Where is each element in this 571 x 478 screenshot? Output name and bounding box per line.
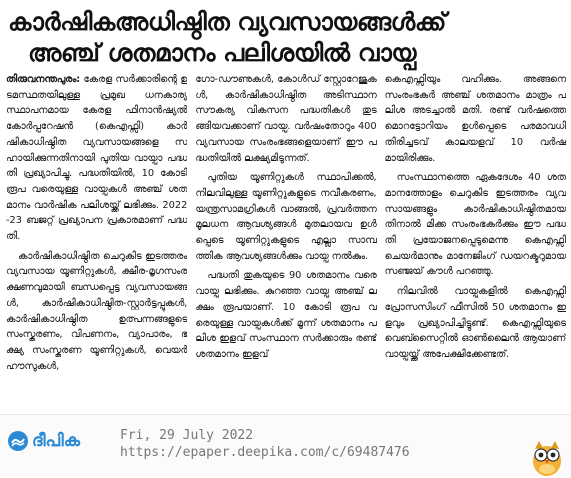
owl-mascot-icon xyxy=(530,437,564,477)
edition-meta xyxy=(120,427,410,461)
article-column-1 xyxy=(6,72,187,410)
deepika-logo[interactable] xyxy=(8,431,80,451)
article-paragraph: കെഎഫ്സിയും വഹിക്കും. അങ്ങനെ സംരംഭകർ അഞ്ച് ശതമാനം മാത്രം പലിശ അടച്ചാൽ മതി. രണ്ട് വർഷത്തെ മൊറട്ടോറിയം ഉൾപ്പെടെ പരമാവധി തിരിച്ചടവ് കാലയളവ് 10 വർഷമായിരിക്കും. xyxy=(384,74,566,164)
article-paragraph: പദ്ധതി തുകയുടെ 90 ശതമാനം വരെ വായ്പ ലഭിക്കും. കുറഞ്ഞ വായ്പ അഞ്ച് ലക്ഷം രൂപയാണ്. 10 കോടി രൂപ വരെയുള്ള വായ്പകൾക്ക് മൂന്ന് ശതമാനം പലിശ ഇളവ് സംസ്ഥാന സർക്കാരും രണ്ട് ശതമാനം ഇളവ് xyxy=(195,270,377,360)
epaper-footer xyxy=(0,414,571,478)
article-paragraph: സംസ്ഥാനത്തെ ഏകദേശം 40 ശതമാനത്തോളം ചെറുകിട ഇടത്തരം വ്യവസായങ്ങളും കാർഷികാധിഷ്ഠിതമായതിനാൽ മിക്ക സംരംഭകർക്കും ഈ പദ്ധതി പ്രയോജനപ്പെടുമെന്നു കെഎഫ്സി ചെയർമാനും മാനേജിംഗ് ഡയറക്ടറുമായ സഞ്ജയ് കൗൾ പറഞ്ഞു. xyxy=(384,172,566,278)
logo-text: ദീപിക xyxy=(32,431,80,451)
edition-date: Fri, 29 July 2022 xyxy=(120,428,254,443)
headline-line-2: അഞ്ച് ശതമാനം പലിശയിൽ വായ്പ xyxy=(28,38,416,67)
article-paragraph: കാർഷികാധിഷ്ഠിത ചെറുകിട ഇടത്തരം വ്യവസായ യൂണിറ്റുകൾ, ക്ഷീര-മൃഗസംരക്ഷണവുമായി ബന്ധപ്പെട്ട വ്യവസായങ്ങൾ, കാർഷികാധിഷ്ഠിത-സ്റ്റാർട്ടപ്പുകൾ, കാർഷികാധിഷ്ഠിത ഉത്പന്നങ്ങളുടെ സംസ്കരണം, വിപണനം, വ്യാപാരം, ഭക്ഷ്യ സംസ്കരണ യൂണിറ്റുകൾ, വെയർഹൗസുകൾ, xyxy=(6,250,188,372)
epaper-link[interactable]: https://epaper.deepika.com/c/69487476 xyxy=(120,445,410,460)
article-paragraph: തിരുവനന്തപുരം: കേരള സർക്കാരിന്റെ ഉടമസ്ഥതയിലുള്ള പ്രമുഖ ധനകാര്യ സ്ഥാപനമായ കേരള ഫിനാൻഷ്യൽ കോർപ്പറേഷൻ (കെഎഫ്സി) കാർഷികാധിഷ്ഠിത വ്യവസായങ്ങളെ സഹായിക്കുന്നതിനായി പുതിയ വായ്പാ പദ്ധതി പ്രഖ്യാപിച്ചു. പദ്ധതിയിൽ, 10 കോടി രൂപ വരെയുള്ള വായ്പകൾ അഞ്ച് ശതമാനം വാർഷിക പലിശയ്ക്ക് ലഭിക്കും. 2022-23 ബജറ്റ് പ്രഖ്യാപന പ്രകാരമാണ് പദ്ധതി. xyxy=(6,74,188,243)
deepika-wave-icon xyxy=(8,431,28,451)
headline xyxy=(8,6,564,68)
article-paragraph: പുതിയ യൂണിറ്റുകൾ സ്ഥാപിക്കൽ, നിലവിലുള്ള യൂണിറ്റുകളുടെ നവീകരണം, യന്ത്രസാമഗ്രികൾ വാങ്ങൽ, പ്രവർത്തനമൂലധന ആവശ്യങ്ങൾ മുതലായവ ഉൾപ്പെടെ യൂണിറ്റുകളുടെ എല്ലാ സാമ്പത്തിക ആവശ്യങ്ങൾക്കും വായ്പ നൽകും. xyxy=(195,172,377,262)
article-body xyxy=(6,72,566,410)
article-column-3 xyxy=(385,72,566,410)
article-paragraph: നിലവിൽ വായ്പകളിൽ കെഎഫ്സി പ്രോസസിംഗ് ഫീസിൽ 50 ശതമാനം ഇളവും പ്രഖ്യാപിച്ചിട്ടുണ്ട്. കെഎഫ്സിയുടെ വെബ്സൈറ്റിൽ ഓൺലൈൻ ആയാണ് വായ്പയ്ക്ക് അപേക്ഷിക്കേണ്ടത്. xyxy=(384,286,566,360)
article-paragraph: ഗോ-ഡൗണുകൾ, കോൾഡ് സ്റ്റോറേജുകൾ, കാർഷികാധിഷ്ഠിത അടിസ്ഥാന സൗകര്യ വികസന പദ്ധതികൾ തുടങ്ങിയവക്കാണ് വായ്പ. വർഷംതോറും 400 വ്യവസായ സംരംഭങ്ങളെയാണ് ഈ പദ്ധതിയിൽ ലക്ഷ്യമിടുന്നത്. xyxy=(195,74,377,164)
article-column-2 xyxy=(195,72,376,410)
dateline: തിരുവനന്തപുരം: xyxy=(6,74,81,85)
headline-line-1: കാർഷികഅധിഷ്ഠിത വ്യവസായങ്ങൾക്ക് xyxy=(8,7,446,36)
